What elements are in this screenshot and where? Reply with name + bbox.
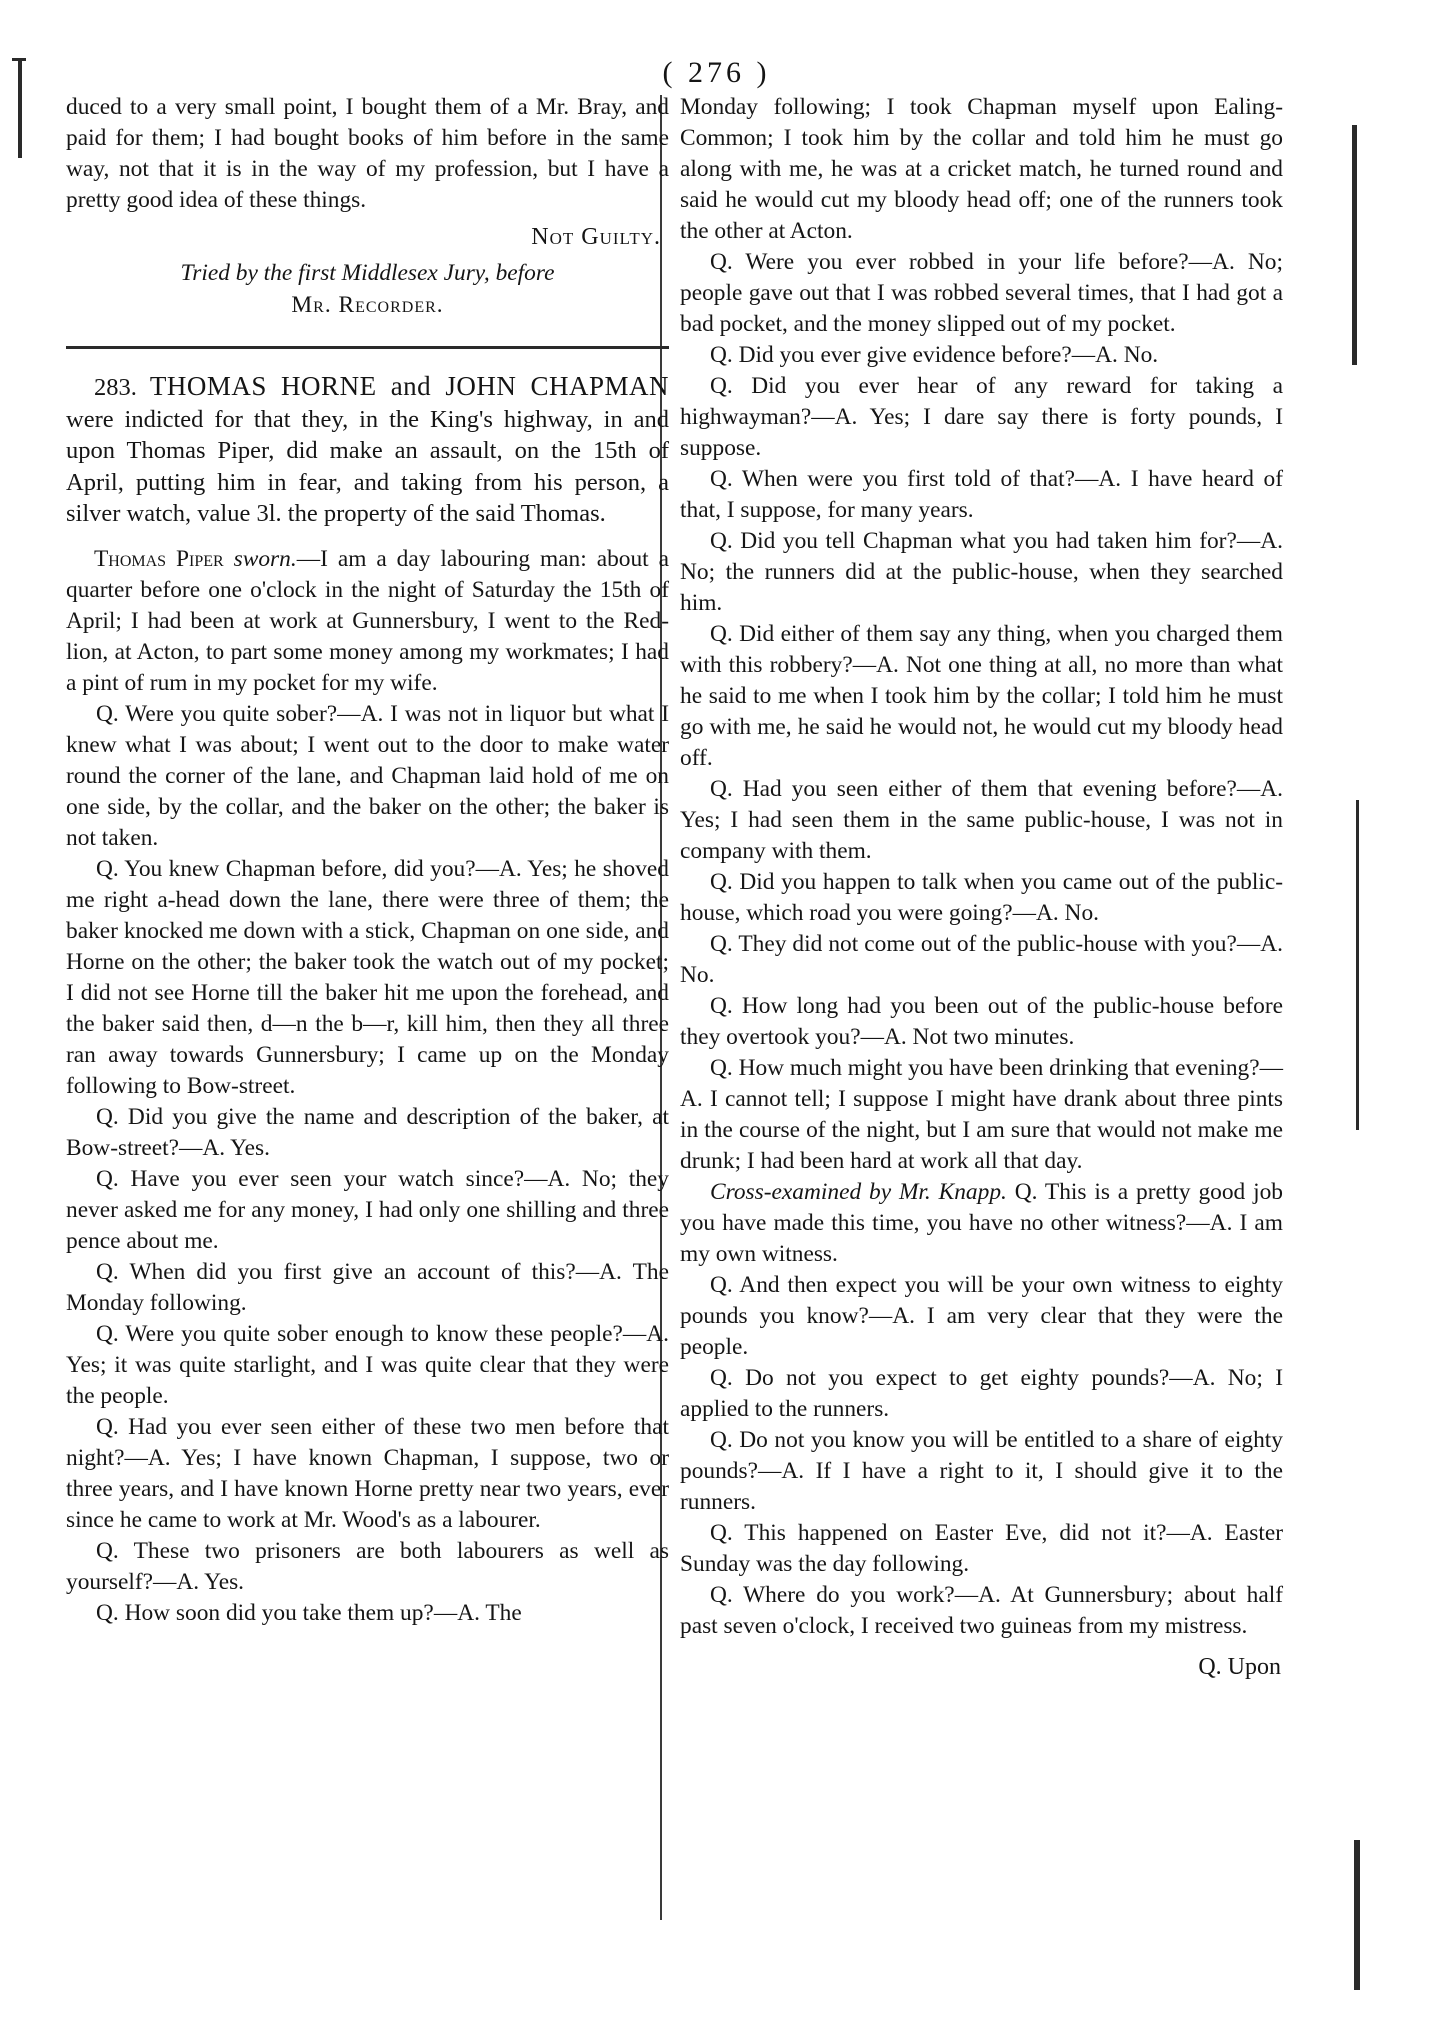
qa-paragraph: Q. Do not you know you will be entitled to a share of eighty pounds?—A. If I have a right to it, I should give it to the runners. [680, 1427, 1283, 1515]
cross-examination-paragraph [680, 1177, 1283, 1270]
qa-paragraph: Q. Were you ever robbed in your life before?—A. No; people gave out that I was robbed several times, that I had got a bad pocket, and the money slipped out of my pocket. [680, 249, 1283, 337]
case-number: 283. [94, 374, 137, 401]
witness-paragraph [66, 544, 669, 699]
qa-paragraph: Q. How soon did you take them up?—A. The [96, 1599, 522, 1626]
qa-paragraph: Q. Did you ever give evidence before?—A. No. [710, 342, 1159, 368]
qa-paragraph: Q. Do not you expect to get eighty pounds?—A. No; I applied to the runners. [680, 1365, 1283, 1422]
qa-paragraph: Q. Had you seen either of them that evening before?—A. Yes; I had seen them in the same public-house, I was not in company with them. [680, 776, 1283, 864]
qa-paragraph: Q. You knew Chapman before, did you?—A. Yes; he shoved me right a-head down the lane, there were three of them; the baker knocked me down with a stick, Chapman on one side, and Horne on the other; the baker took the watch out of my pocket; I did not see Horne till the baker hit me upon the forehead, and the baker said then, d—n the b—r, kill him, then they all three ran away towards Gunnersbury; I came up on the Monday following to Bow-street. [66, 855, 669, 1099]
edge-shadow [1354, 1840, 1360, 1990]
qa-paragraph: Q. Where do you work?—A. At Gunnersbury; about half past seven o'clock, I received two guineas from my mistress. [680, 1582, 1283, 1639]
court-note [66, 257, 669, 321]
section-rule [66, 346, 669, 349]
continuation-paragraph: duced to a very small point, I bought them of a Mr. Bray, and paid for them; I had bought books of him before in the same way, not that it is in the way of my profession, but I have a pretty good idea of these things. [66, 94, 669, 213]
qa-paragraph: Q. Did you give the name and description of the baker, at Bow-street?—A. Yes. [66, 1103, 669, 1161]
edge-shadow [1352, 125, 1357, 365]
qa-paragraph: Q. When were you first told of that?—A. I have heard of that, I suppose, for many years. [680, 466, 1283, 523]
qa-block [66, 699, 669, 1629]
qa-paragraph: Q. Have you ever seen your watch since?—A. No; they never asked me for any money, I had only one shilling and three pence about me. [66, 1165, 669, 1254]
witness-sworn: sworn. [233, 545, 297, 572]
qa-paragraph: Q. Did you happen to talk when you came out of the public-house, which road you were going?—A. No. [680, 869, 1283, 926]
qa-paragraph: Q. When did you first give an account of this?—A. The Monday following. [66, 1258, 669, 1316]
qa-block [680, 247, 1283, 1642]
qa-paragraph: Q. These two prisoners are both labourers as well as yourself?—A. Yes. [66, 1537, 669, 1595]
qa-paragraph: Q. Had you ever seen either of these two men before that night?—A. Yes; I have known Chapman, I suppose, two or three years, and I have known Horne pretty near two years, ever since he came to work at Mr. Wood's as a labourer. [66, 1413, 669, 1533]
qa-paragraph: Q. Did you tell Chapman what you had taken him for?—A. No; the runners did at the public-house, when they searched him. [680, 528, 1283, 616]
continuation-paragraph: Monday following; I took Chapman myself upon Ealing-Common; I took him by the collar and told him he must go along with me, he was at a cricket match, he turned round and said he would cut my bloody head off; one of the runners took the other at Acton. [680, 94, 1283, 244]
case-heading [66, 371, 669, 530]
qa-paragraph: Q. Were you quite sober enough to know these people?—A. Yes; it was quite starlight, and I was quite clear that they were the people. [66, 1320, 669, 1409]
cross-examination-label: Cross-examined by Mr. Knapp. [710, 1179, 1007, 1205]
page-number: ( 276 ) [662, 56, 771, 89]
qa-paragraph: Q. Did either of them say any thing, when you charged them with this robbery?—A. Not one thing at all, no more than what he said to me when I took him by the collar; I told him he must go with me, he said he would not, he would cut my bloody head off. [680, 621, 1283, 771]
right-column [680, 92, 1283, 1683]
qa-paragraph: Q. This happened on Easter Eve, did not it?—A. Easter Sunday was the day following. [680, 1520, 1283, 1577]
qa-paragraph: Q. Were you quite sober?—A. I was not in liquor but what I knew what I was about; I went out to the door to make water round the corner of the lane, and Chapman laid hold of me on one side, by the collar, and the baker on the other; the baker is not taken. [66, 700, 669, 851]
edge-shadow [1356, 800, 1359, 1130]
left-column [66, 92, 669, 1629]
case-defendants: THOMAS HORNE and JOHN CHAPMAN [149, 371, 670, 401]
court-note-line: Tried by the first Middlesex Jury, before [180, 260, 555, 286]
case-indictment: were indicted for that they, in the King's highway, in and upon Thomas Piper, did make an assault, on the 15th of April, putting him in fear, and taking from his person, a silver watch, value 3l. the property of the said Thomas. [66, 405, 669, 527]
catchword: Q. Upon [1198, 1654, 1281, 1680]
qa-paragraph: Q. Did you ever hear of any reward for taking a highwayman?—A. Yes; I dare say there is forty pounds, I suppose. [680, 373, 1283, 461]
court-note-judge: Mr. Recorder. [291, 292, 444, 318]
witness-name: Thomas Piper [94, 545, 224, 572]
verdict: Not Guilty. [531, 224, 661, 250]
qa-paragraph: Q. And then expect you will be your own witness to eighty pounds you know?—A. I am very clear that they were the people. [680, 1272, 1283, 1360]
cross-examination-text: Q. This is a pretty good job you have made this time, you have no other witness?—A. I am my own witness. [680, 1179, 1283, 1267]
witness-testimony: —I am a day labouring man: about a quarter before one o'clock in the night of Saturday the 15th of April; I had been at work at Gunnersbury, I went to the Red-lion, at Acton, to part some money among my workmates; I had a pint of rum in my pocket for my wife. [66, 545, 669, 696]
qa-paragraph: Q. How much might you have been drinking that evening?—A. I cannot tell; I suppose I might have drank about three pints in the course of the night, but I am sure that would not make me drunk; I had been hard at work all that day. [680, 1055, 1283, 1174]
qa-paragraph: Q. How long had you been out of the public-house before they overtook you?—A. Not two minutes. [680, 993, 1283, 1050]
qa-paragraph: Q. They did not come out of the public-house with you?—A. No. [680, 931, 1283, 988]
